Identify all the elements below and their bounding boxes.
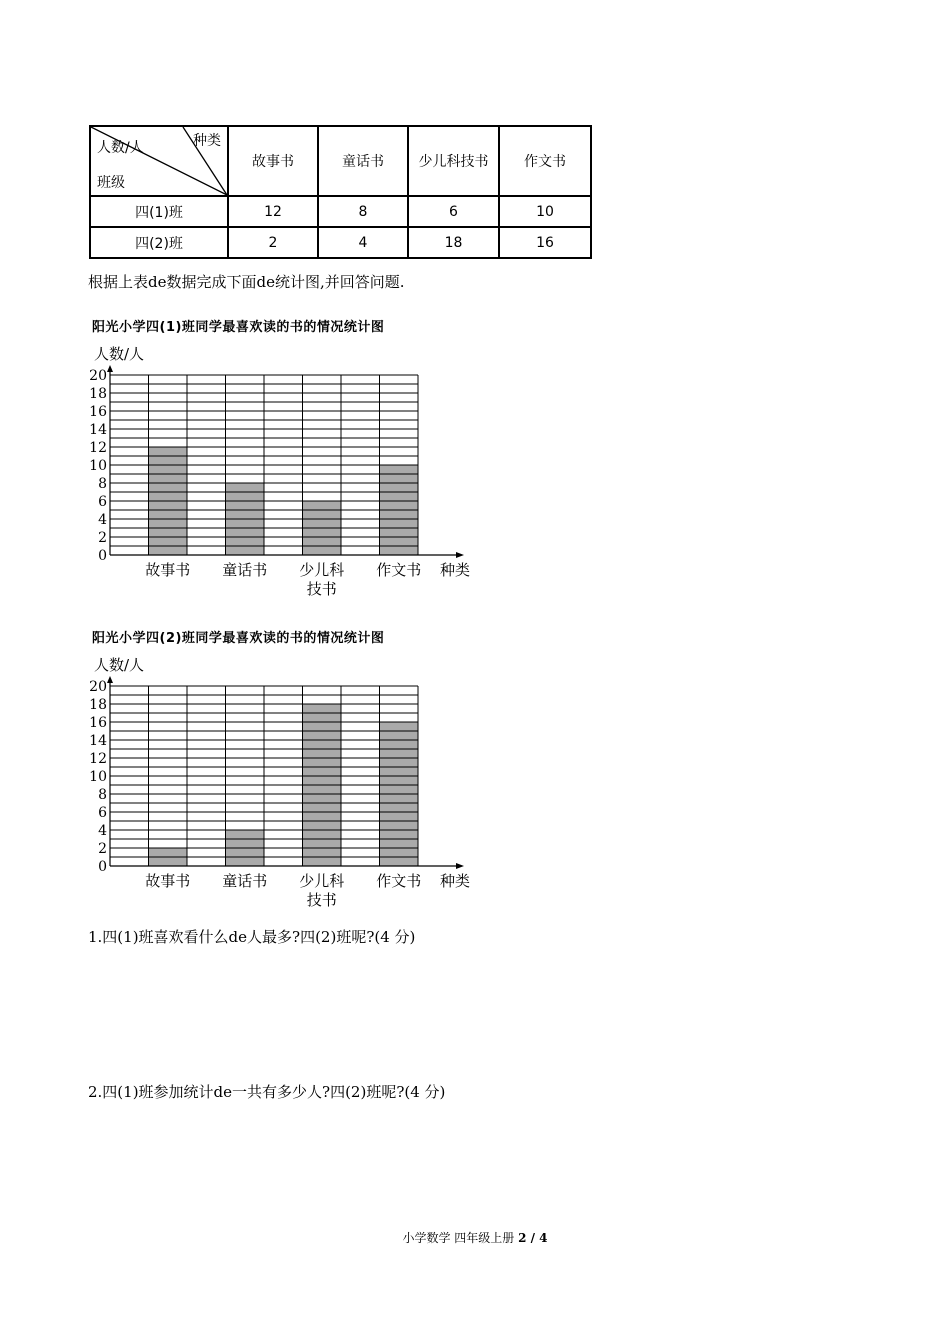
y-tick-label: 12 bbox=[89, 751, 107, 767]
y-axis-label: 人数/人 bbox=[94, 656, 145, 674]
x-category-label: 作文书 bbox=[376, 561, 422, 579]
table-cell: 4 bbox=[318, 227, 408, 258]
y-tick-label: 20 bbox=[89, 368, 107, 384]
y-axis-arrow bbox=[107, 676, 113, 683]
data-table bbox=[89, 125, 592, 259]
y-tick-label: 0 bbox=[98, 548, 107, 564]
question-1: 1.四(1)班喜欢看什么de人最多?四(2)班呢?(4 分) bbox=[88, 928, 416, 946]
chart-title-2: 阳光小学四(2)班同学最喜欢读的书的情况统计图 bbox=[92, 631, 385, 646]
y-tick-label: 16 bbox=[89, 715, 107, 731]
y-tick-label: 10 bbox=[89, 769, 107, 785]
y-tick-label: 4 bbox=[98, 823, 107, 839]
y-tick-label: 18 bbox=[89, 697, 107, 713]
corner-label-category: 种类 bbox=[193, 133, 221, 149]
y-tick-label: 18 bbox=[89, 386, 107, 402]
table-header-row bbox=[90, 126, 591, 196]
x-axis-label: 种类 bbox=[440, 561, 471, 579]
bar-chart-1 bbox=[80, 336, 500, 606]
table-cell: 10 bbox=[499, 196, 591, 227]
y-tick-label: 10 bbox=[89, 458, 107, 474]
x-category-label: 少儿科 bbox=[299, 872, 345, 890]
page-footer bbox=[0, 1229, 950, 1246]
x-category-label: 童话书 bbox=[222, 872, 268, 890]
x-axis-arrow bbox=[456, 552, 464, 558]
x-category-label: 故事书 bbox=[145, 561, 191, 579]
y-tick-label: 2 bbox=[98, 530, 107, 546]
table-cell: 8 bbox=[318, 196, 408, 227]
y-tick-label: 16 bbox=[89, 404, 107, 420]
y-tick-label: 4 bbox=[98, 512, 107, 528]
page-number: 2 / 4 bbox=[518, 1231, 548, 1245]
row-label: 四(2)班 bbox=[90, 227, 228, 258]
y-tick-label: 8 bbox=[98, 787, 107, 803]
table-row bbox=[90, 227, 591, 258]
column-header: 故事书 bbox=[228, 126, 318, 196]
question-2: 2.四(1)班参加统计de一共有多少人?四(2)班呢?(4 分) bbox=[88, 1083, 446, 1101]
corner-label-count: 人数/人 bbox=[97, 140, 144, 156]
x-category-label: 童话书 bbox=[222, 561, 268, 579]
table-row bbox=[90, 196, 591, 227]
chart-title-1: 阳光小学四(1)班同学最喜欢读的书的情况统计图 bbox=[92, 320, 385, 335]
table-corner-cell bbox=[90, 126, 228, 196]
x-category-label: 作文书 bbox=[376, 872, 422, 890]
y-axis-arrow bbox=[107, 365, 113, 372]
column-header: 作文书 bbox=[499, 126, 591, 196]
x-category-label-line2: 技书 bbox=[306, 580, 337, 598]
x-category-label-line2: 技书 bbox=[306, 891, 337, 909]
y-axis-label: 人数/人 bbox=[94, 345, 145, 363]
table-cell: 18 bbox=[408, 227, 499, 258]
x-axis-arrow bbox=[456, 863, 464, 869]
x-category-label: 少儿科 bbox=[299, 561, 345, 579]
column-header: 少儿科技书 bbox=[408, 126, 499, 196]
row-label: 四(1)班 bbox=[90, 196, 228, 227]
table-cell: 2 bbox=[228, 227, 318, 258]
instruction-text: 根据上表de数据完成下面de统计图,并回答问题. bbox=[88, 273, 405, 291]
corner-label-class: 班级 bbox=[97, 175, 125, 191]
footer-text: 小学数学 四年级上册 bbox=[402, 1231, 519, 1245]
x-category-label: 故事书 bbox=[145, 872, 191, 890]
y-tick-label: 12 bbox=[89, 440, 107, 456]
y-tick-label: 14 bbox=[89, 422, 107, 438]
y-tick-label: 2 bbox=[98, 841, 107, 857]
table-cell: 16 bbox=[499, 227, 591, 258]
table-cell: 12 bbox=[228, 196, 318, 227]
y-tick-label: 8 bbox=[98, 476, 107, 492]
column-header: 童话书 bbox=[318, 126, 408, 196]
y-tick-label: 0 bbox=[98, 859, 107, 875]
y-tick-label: 14 bbox=[89, 733, 107, 749]
bar-chart-2 bbox=[80, 647, 500, 917]
y-tick-label: 20 bbox=[89, 679, 107, 695]
x-axis-label: 种类 bbox=[440, 872, 471, 890]
table-cell: 6 bbox=[408, 196, 499, 227]
y-tick-label: 6 bbox=[98, 805, 107, 821]
y-tick-label: 6 bbox=[98, 494, 107, 510]
